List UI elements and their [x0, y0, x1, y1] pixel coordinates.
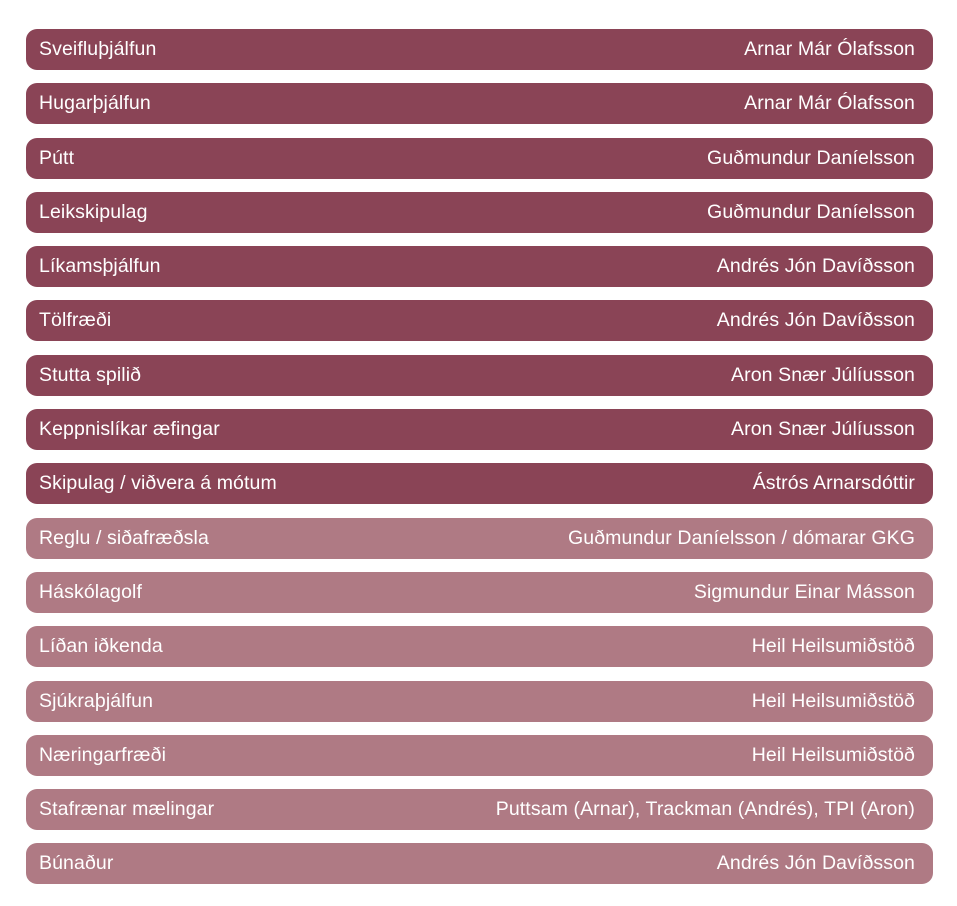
topic-label: Stafrænar mælingar	[39, 798, 215, 821]
person-label: Guðmundur Daníelsson	[707, 200, 915, 223]
topic-label: Sveifluþjálfun	[39, 38, 157, 60]
topic-label: Keppnislíkar æfingar	[39, 418, 220, 441]
list-item	[26, 192, 933, 233]
person-label: Arnar Már Ólafsson	[744, 92, 915, 115]
person-label: Guðmundur Daníelsson / dómarar GKG	[568, 526, 915, 549]
list-item	[26, 246, 933, 287]
list-item	[26, 572, 933, 613]
list-item	[26, 300, 933, 341]
topic-label: Skipulag / viðvera á mótum	[39, 472, 277, 495]
list-item	[26, 681, 933, 722]
person-label: Aron Snær Júlíusson	[731, 363, 915, 386]
person-label: Sigmundur Einar Másson	[693, 580, 915, 603]
responsibility-list	[26, 29, 933, 898]
person-label: Heil Heilsumiðstöð	[751, 743, 915, 766]
person-label: Andrés Jón Davíðsson	[716, 255, 915, 278]
list-item	[26, 355, 933, 396]
person-label: Heil Heilsumiðstöð	[751, 635, 915, 658]
person-label: Aron Snær Júlíusson	[731, 418, 915, 441]
topic-label: Sjúkraþjálfun	[39, 689, 154, 712]
list-item	[26, 843, 933, 884]
topic-label: Háskólagolf	[39, 580, 142, 603]
topic-label: Stutta spilið	[39, 363, 142, 386]
topic-label: Næringarfræði	[39, 743, 167, 766]
list-item	[26, 463, 933, 504]
topic-label: Líðan iðkenda	[39, 635, 163, 658]
topic-label: Hugarþjálfun	[39, 92, 151, 115]
topic-label: Leikskipulag	[39, 200, 148, 223]
list-item	[26, 29, 933, 70]
topic-label: Búnaður	[39, 852, 114, 875]
list-item	[26, 626, 933, 667]
person-label: Puttsam (Arnar), Trackman (Andrés), TPI (Aron)	[495, 798, 915, 821]
topic-label: Líkamsþjálfun	[39, 255, 161, 278]
topic-label: Pútt	[39, 146, 75, 169]
person-label: Guðmundur Daníelsson	[707, 146, 915, 169]
person-label: Ástrós Arnarsdóttir	[752, 472, 915, 495]
list-item	[26, 409, 933, 450]
person-label: Andrés Jón Davíðsson	[716, 852, 915, 875]
list-item	[26, 735, 933, 776]
person-label: Arnar Már Ólafsson	[744, 38, 915, 60]
person-label: Andrés Jón Davíðsson	[716, 309, 915, 332]
list-item	[26, 518, 933, 559]
list-item	[26, 789, 933, 830]
topic-label: Reglu / siðafræðsla	[39, 526, 209, 549]
topic-label: Tölfræði	[39, 309, 112, 332]
list-item	[26, 83, 933, 124]
list-item	[26, 138, 933, 179]
person-label: Heil Heilsumiðstöð	[751, 689, 915, 712]
